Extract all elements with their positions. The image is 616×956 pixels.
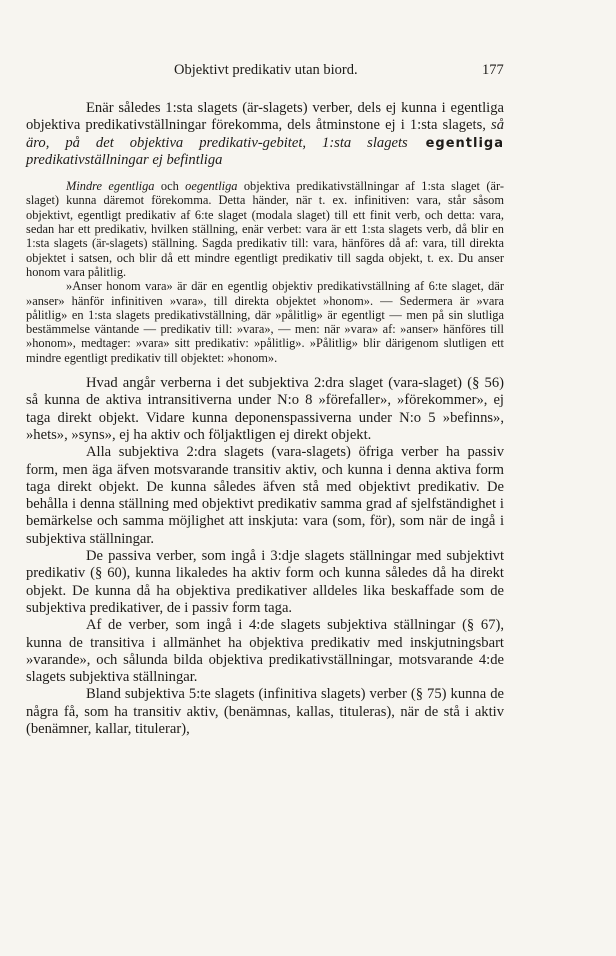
paragraph: Alla subjektiva 2:dra slagets (vara-slagets) öfriga verber ha passiv form, men äga äfven motsvarande transitiv aktiv, och kunna i denna aktiva form taga direkt objekt. De kunna således äfven stå med objektivt predikativ. De behålla i denna ställning med objektivt predikativ samma grad af sjelfständighet i bemärkelse och samma möjlighet att inskjuta: vara (som, för), som när de ingå i subjektiva ställningar. [26,444,504,547]
note-block [26,179,504,365]
paragraph: Hvad angår verberna i det subjektiva 2:dra slaget (vara-slaget) (§ 56) så kunna de aktiva intransitiverna under N:o 8 »förefaller», »förekommer», ej taga direkt objekt. Vidare kunna deponenspassiverna under N:o 5 »befinns», »hets», »syns», ej ha aktiv och följaktligen ej direkt objekt. [26,375,504,443]
intro-emphasis: egentliga [407,135,504,151]
intro-text: Enär således 1:sta slagets (är-slagets) verber, dels ej kunna i egentliga objektiva predikativställningar förekomma, dels åtminstone ej i 1:sta slagets, [26,100,504,134]
paragraph: De passiva verber, som ingå i 3:dje slagets ställningar med subjektivt predikativ (§ 60), kunna likaledes ha aktiv form och kunna således då ha direkt objekt. De kunna då ha objektiva predikativer alldeles lika beskaffade som de subjektiva predikativer, de i passiv form taga. [26,548,504,616]
note-text: objektiva predikativställningar af 1:sta slaget (är-slaget) kunna däremot förekomma. Detta händer, när t. ex. infinitiven: vara, står såsom objektivt, egentligt predikativ af 6:te slaget (modala slaget) till ett finit verb, och detta: vara, sedan har ett predikativ, hvilken ställning, enär verbet: vara är ett 1:sta slagets verb, då blir en 1:sta slagets (är-slagets) ställning. Sagda predikativ till: vara, hänföres då af: vara, till direkta objektet i satsen, och blir då ett mindre egentligt predikativ till sagda objekt, t. ex. Du anser honom vara pålitlig. [26,179,504,279]
intro-paragraph [26,100,504,169]
paragraph: Bland subjektiva 5:te slagets (infinitiva slagets) verber (§ 75) kunna de några få, som ha transitiv aktiv, (benämnas, kallas, tituleras), när de stå i aktiv (benämner, kallar, titulerar), [26,686,504,737]
intro-italic-end: predikativställningar ej befintliga [26,151,223,168]
note-paragraph [26,179,504,279]
note-term-b: oegentliga [185,179,238,194]
paragraph: Af de verber, som ingå i 4:de slagets subjektiva ställningar (§ 67), kunna de transitiva i allmänhet ha objektiva predikativ med inskjutningsbart »varande», och sålunda bilda objektiva predikativställningar, motsvarande 4:de slagets subjektiva ställningar. [26,617,504,686]
note-text: och [154,179,186,194]
note-paragraph: »Anser honom vara» är där en egentlig objektiv predikativställning af 6:te slaget, där »anser» hänför infinitiven »vara», till direkta objektet »honom». — Sedermera är »vara pålitlig» en 1:sta slagets predikativställning, där »pålitlig» är egentligt — men på sin slutliga bestämmelse väntande — predikativ till: »vara», — men: när »vara» af: »anser» hänföres till »honom», medtager: »vara» sitt predikativ: »pålitlig». »Pålitlig» blir därigenom slutligen ett mindre egentligt predikativ till objektet: »honom». [26,279,504,365]
intro-italic: så äro, på det objektiva predikativ-gebitet, 1:sta slagets [26,117,504,151]
running-title: Objektivt predikativ utan biord. [174,62,358,78]
page-body [26,100,504,738]
main-text [26,375,504,738]
note-term-a: Mindre egentliga [66,179,155,194]
page-number: 177 [482,62,504,78]
